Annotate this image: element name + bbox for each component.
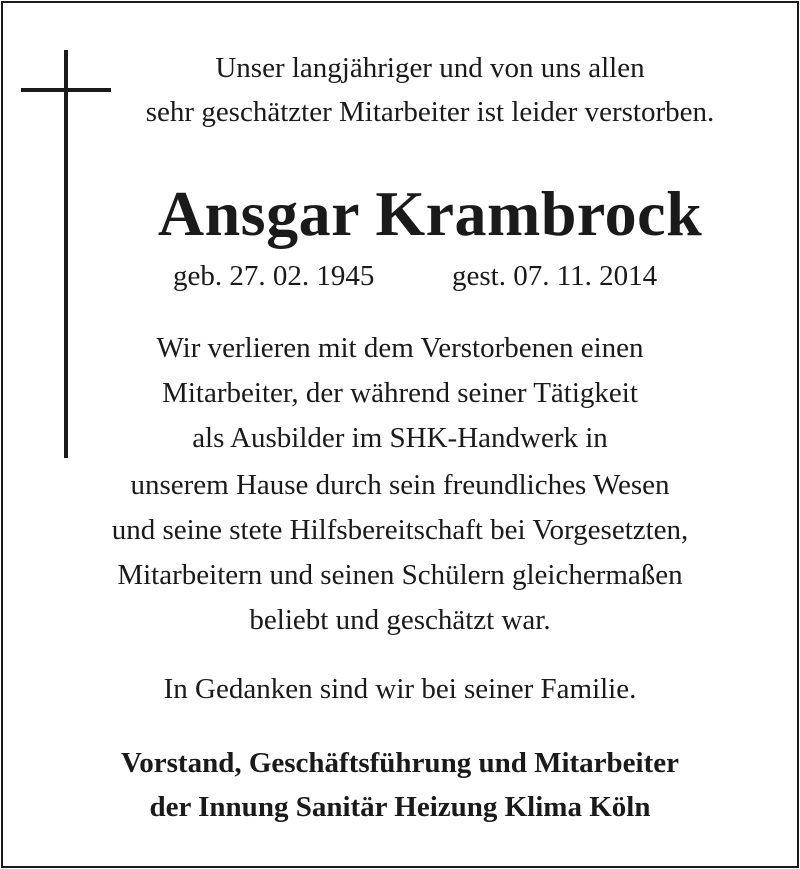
birth-date: geb. 27. 02. 1945 [173,260,375,292]
body-line-1: Wir verlieren mit dem Verstorbenen einen [156,332,644,364]
body-line-3: als Ausbilder im SHK-Handwerk in [192,422,608,454]
signature-line-1: Vorstand, Geschäftsführung und Mitarbeiter [120,747,679,779]
body-line-6: Mitarbeitern und seinen Schülern gleichermaßen [117,559,683,591]
signature-line-2: der Innung Sanitär Heizung Klima Köln [149,791,651,823]
death-date: gest. 07. 11. 2014 [452,260,658,292]
intro-line-2: sehr geschätzter Mitarbeiter ist leider verstorben. [145,96,715,128]
body-line-2: Mitarbeiter, der während seiner Tätigkeit [162,377,638,409]
deceased-name: Ansgar Krambrock [157,178,703,249]
body-line-7: beliebt und geschätzt war. [249,604,551,636]
intro-line-1: Unser langjähriger und von uns allen [215,52,645,84]
body-line-4: unserem Hause durch sein freundliches Wesen [130,469,670,501]
closing-line: In Gedanken sind wir bei seiner Familie. [163,673,637,705]
body-line-5: und seine stete Hilfsbereitschaft bei Vorgesetzten, [111,514,689,546]
